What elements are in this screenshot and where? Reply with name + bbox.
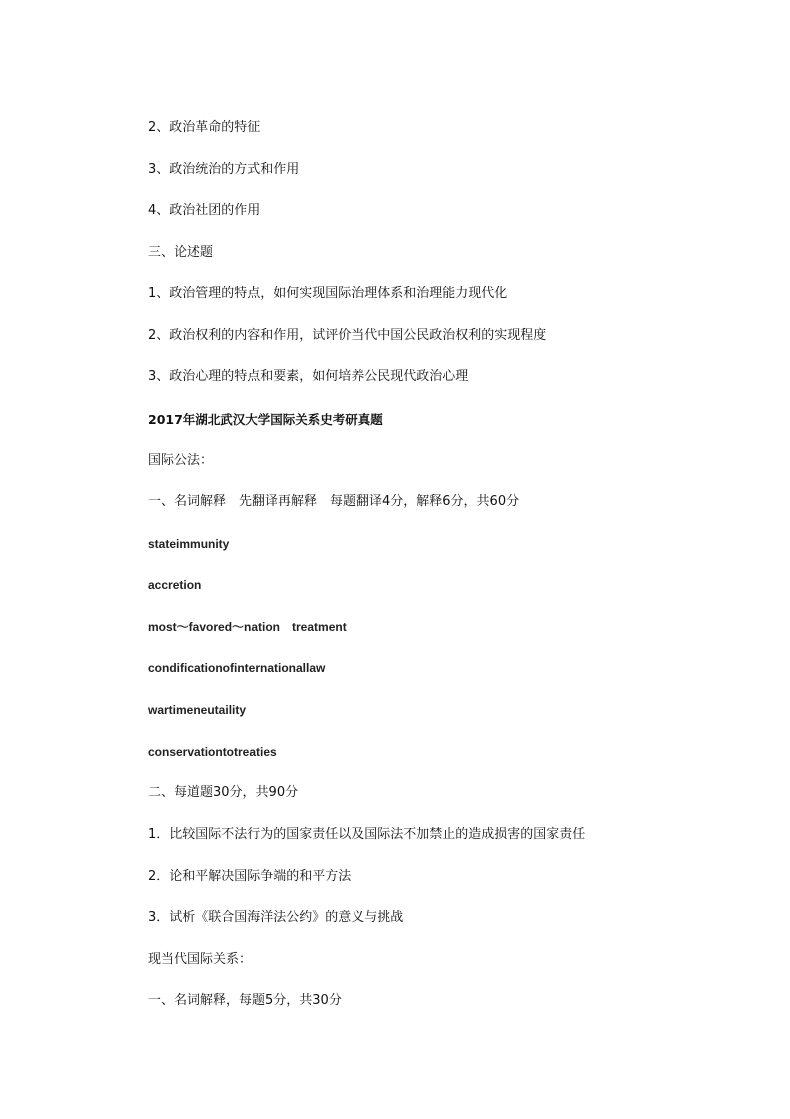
question-political-revolution: 2、政治革命的特征: [148, 120, 261, 135]
section-terms-heading-2: 一、名词解释，每题5分，共30分: [148, 993, 342, 1008]
term-item: stateimmunity: [148, 537, 230, 551]
section-two-question-3: 3．试析《联合国海洋法公约》的意义与挑战: [148, 910, 404, 925]
section-two-question-1: 1．比较国际不法行为的国家责任以及国际法不加禁止的造成损害的国家责任: [148, 827, 586, 842]
section-essay-heading: 三、论述题: [148, 245, 214, 260]
question-political-association: 4、政治社团的作用: [148, 203, 261, 218]
section-terms-heading: 一、名词解释 先翻译再解释 每题翻译4分，解释6分，共60分: [148, 494, 520, 509]
term-item: accretion: [148, 578, 202, 592]
section-two-question-2: 2．论和平解决国际争端的和平方法: [148, 869, 352, 884]
term-item: most～favored～nation treatment: [148, 620, 347, 634]
question-political-rule: 3、政治统治的方式和作用: [148, 162, 300, 177]
essay-question-2: 2、政治权利的内容和作用，试评价当代中国公民政治权利的实现程度: [148, 328, 547, 343]
section-two-heading: 二、每道题30分，共90分: [148, 785, 299, 800]
essay-question-1: 1、政治管理的特点，如何实现国际治理体系和治理能力现代化: [148, 286, 508, 301]
exam-title: 2017年湖北武汉大学国际关系史考研真题: [148, 412, 383, 427]
essay-question-3: 3、政治心理的特点和要素，如何培养公民现代政治心理: [148, 369, 469, 384]
subject-heading-international-law: 国际公法：: [148, 453, 214, 468]
term-item: conservationtotreaties: [148, 745, 277, 759]
term-item: wartimeneutaility: [148, 703, 247, 717]
term-item: condificationofinternationallaw: [148, 661, 326, 675]
subject-heading-modern-ir: 现当代国际关系：: [148, 952, 253, 967]
